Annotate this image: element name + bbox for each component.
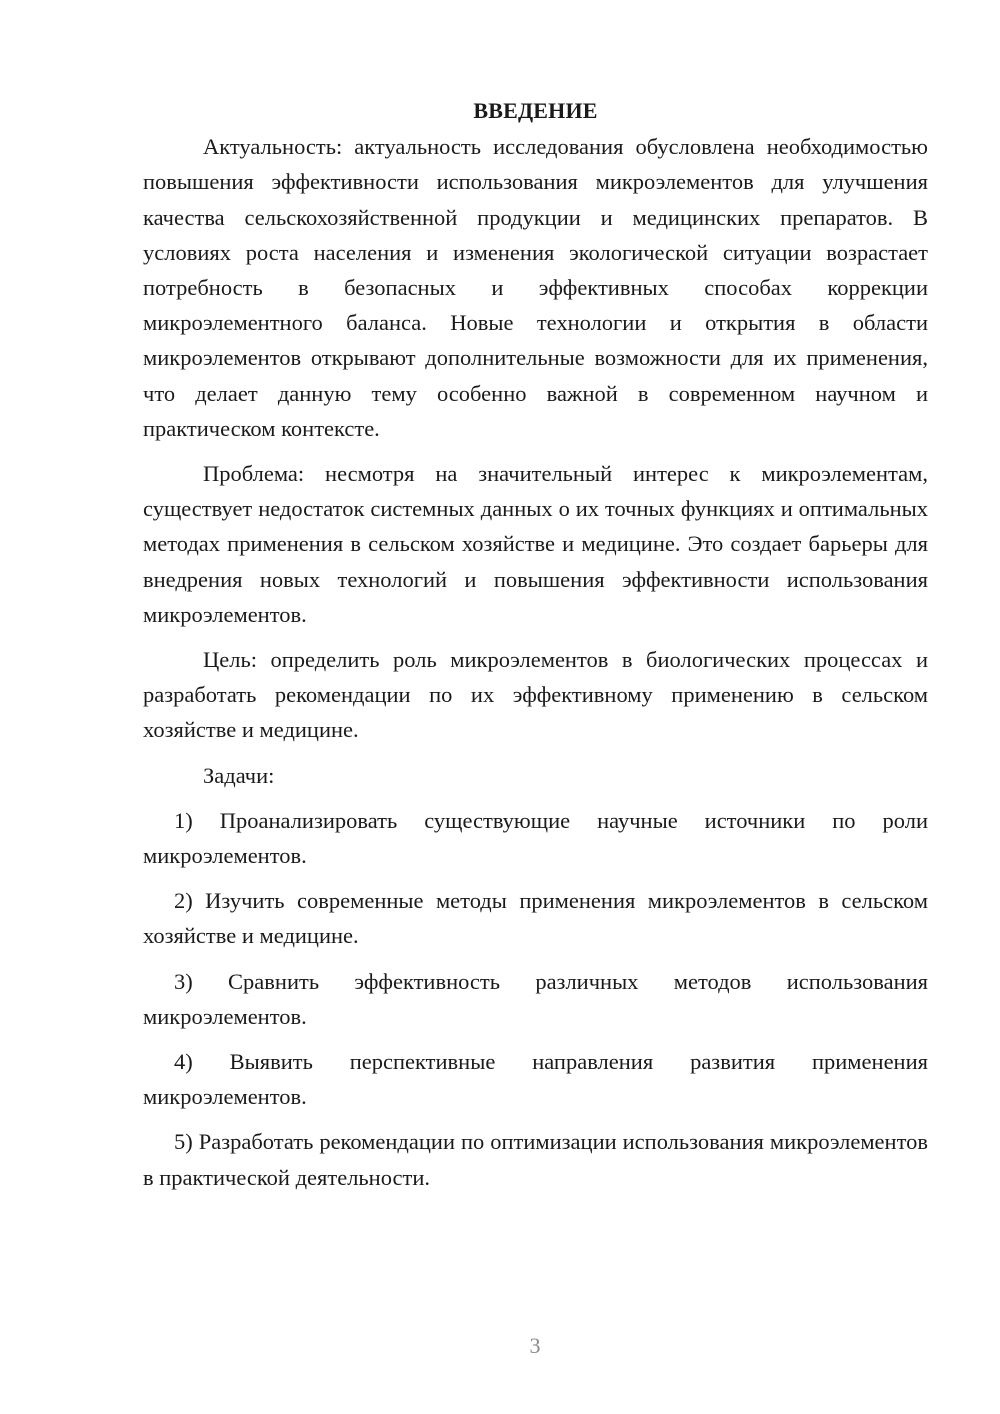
tasks-heading: Задачи:	[203, 762, 275, 788]
section-title: ВВЕДЕНИЕ	[473, 98, 598, 123]
task-item-4: 4) Выявить перспективные направления развития применения микроэлементов.	[143, 1049, 928, 1110]
goal-paragraph: Цель: определить роль микроэлементов в биологических процессах и разработать рекомендации по их эффективному применению в сельском хозяйстве и медицине.	[143, 647, 928, 743]
task-item-1: 1) Проанализировать существующие научные источники по роли микроэлементов.	[143, 807, 928, 869]
document-body	[143, 93, 928, 1195]
problem-paragraph: Проблема: несмотря на значительный интерес к микроэлементам, существует недостаток системных данных о их точных функциях и оптимальных методах применения в сельском хозяйстве и медицине. Это создает барьеры для внедрения новых технологий и повышения эффективности использования микроэлементов.	[143, 461, 928, 627]
relevance-paragraph: Актуальность: актуальность исследования обусловлена необходимостью повышения эффективности использования микроэлементов для улучшения качества сельскохозяйственной продукции и медицинских препаратов. В условиях роста населения и изменения экологической ситуации возрастает потребность в безопасных и эффективных способах коррекции микроэлементного баланса. Новые технологии и открытия в области микроэлементов открывают дополнительные возможности для их применения, что делает данную тему особенно важной в современном научном и практическом контексте.	[143, 134, 928, 441]
task-item-2: 2) Изучить современные методы применения микроэлементов в сельском хозяйстве и медицине.	[143, 888, 928, 949]
task-item-5: 5) Разработать рекомендации по оптимизации использования микроэлементов в практической деятельности.	[143, 1129, 928, 1190]
page-number: 3	[529, 1333, 541, 1358]
tasks-list	[143, 803, 928, 1195]
task-item-3: 3) Сравнить эффективность различных методов использования микроэлементов.	[143, 968, 928, 1029]
